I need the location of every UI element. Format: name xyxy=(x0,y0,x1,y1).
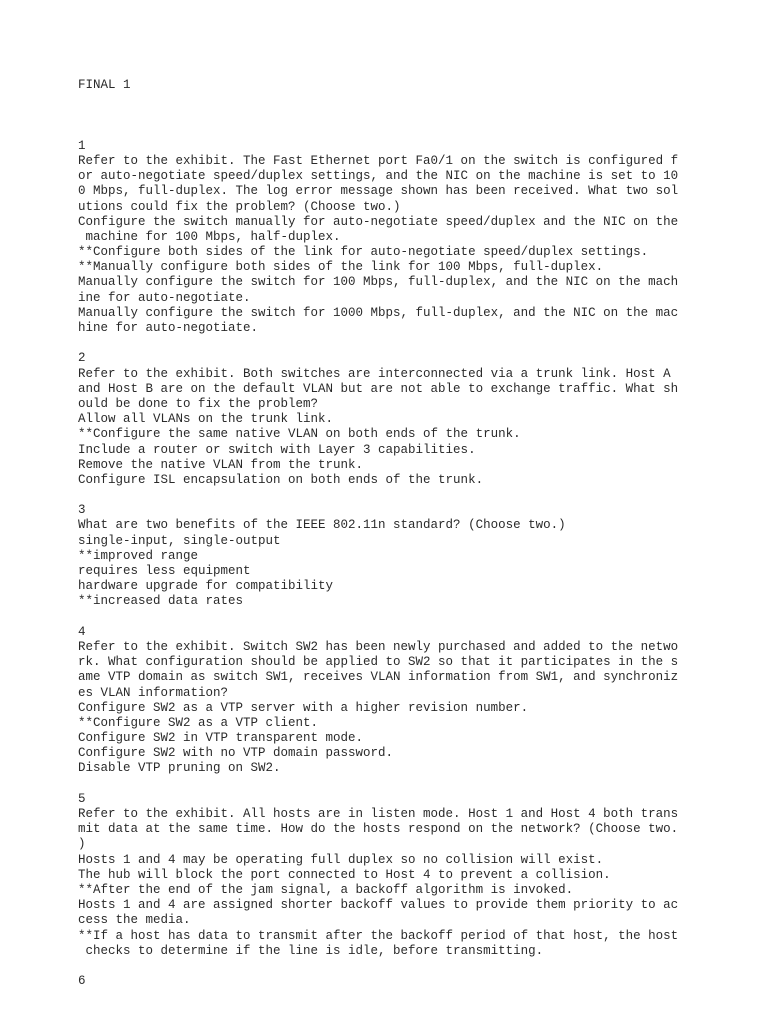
question-text-line: Configure SW2 with no VTP domain password. xyxy=(78,746,394,761)
question-list xyxy=(78,139,768,990)
question-text-line: mit data at the same time. How do the hosts respond on the network? (Choose two. xyxy=(78,822,679,837)
question-block xyxy=(78,351,768,488)
question-text-line: Hosts 1 and 4 are assigned shorter backoff values to provide them priority to ac xyxy=(78,898,679,913)
question-text-line: single-input, single-output xyxy=(78,533,281,548)
question-text-line: **Manually configure both sides of the link for 100 Mbps, full-duplex. xyxy=(78,260,604,275)
question-text-line: ould be done to fix the problem? xyxy=(78,396,319,411)
question-text-line: cess the media. xyxy=(78,913,191,928)
question-block xyxy=(78,792,768,959)
question-text-line: Configure SW2 as a VTP server with a higher revision number. xyxy=(78,700,529,715)
question-number: 3 xyxy=(78,503,86,518)
question-number: 4 xyxy=(78,624,86,639)
question-text-line: Disable VTP pruning on SW2. xyxy=(78,761,281,776)
question-block xyxy=(78,625,768,777)
question-text-line: Refer to the exhibit. Both switches are interconnected via a trunk link. Host A xyxy=(78,366,671,381)
question-text-line: ine for auto-negotiate. xyxy=(78,290,251,305)
question-text-line: ) xyxy=(78,837,86,852)
question-number: 5 xyxy=(78,791,86,806)
question-text-line: Manually configure the switch for 100 Mbps, full-duplex, and the NIC on the mach xyxy=(78,275,679,290)
question-text-line: checks to determine if the line is idle, before transmitting. xyxy=(78,943,544,958)
question-text-line: **If a host has data to transmit after the backoff period of that host, the host xyxy=(78,928,679,943)
question-text-line: es VLAN information? xyxy=(78,685,229,700)
question-text-line: hine for auto-negotiate. xyxy=(78,321,259,336)
question-text-line: Hosts 1 and 4 may be operating full duplex so no collision will exist. xyxy=(78,852,604,867)
question-text-line: utions could fix the problem? (Choose two.) xyxy=(78,199,401,214)
question-text-line: Configure SW2 in VTP transparent mode. xyxy=(78,731,364,746)
document-title: FINAL 1 xyxy=(78,78,131,92)
question-text-line: **Configure both sides of the link for auto-negotiate speed/duplex settings. xyxy=(78,245,649,260)
question-number: 6 xyxy=(78,974,86,989)
question-text-line: Refer to the exhibit. Switch SW2 has been newly purchased and added to the netwo xyxy=(78,639,679,654)
question-text-line: ame VTP domain as switch SW1, receives VLAN information from SW1, and synchroniz xyxy=(78,670,679,685)
question-number: 2 xyxy=(78,351,86,366)
question-text-line: **Configure the same native VLAN on both ends of the trunk. xyxy=(78,427,521,442)
question-text-line: Allow all VLANs on the trunk link. xyxy=(78,412,334,427)
question-text-line: **Configure SW2 as a VTP client. xyxy=(78,715,319,730)
question-text-line: Refer to the exhibit. All hosts are in listen mode. Host 1 and Host 4 both trans xyxy=(78,807,679,822)
question-text-line: requires less equipment xyxy=(78,564,251,579)
question-text-line: Configure the switch manually for auto-negotiate speed/duplex and the NIC on the xyxy=(78,214,679,229)
question-text-line: 0 Mbps, full-duplex. The log error message shown has been received. What two sol xyxy=(78,184,679,199)
question-number: 1 xyxy=(78,138,86,153)
question-block xyxy=(78,139,768,336)
question-text-line: and Host B are on the default VLAN but are not able to exchange traffic. What sh xyxy=(78,381,679,396)
question-text-line: The hub will block the port connected to Host 4 to prevent a collision. xyxy=(78,867,611,882)
question-text-line: **After the end of the jam signal, a backoff algorithm is invoked. xyxy=(78,882,574,897)
question-text-line: **increased data rates xyxy=(78,594,244,609)
question-text-line: **improved range xyxy=(78,548,199,563)
question-text-line: Configure ISL encapsulation on both ends of the trunk. xyxy=(78,472,484,487)
document-page xyxy=(78,78,768,989)
question-text-line: Refer to the exhibit. The Fast Ethernet port Fa0/1 on the switch is configured f xyxy=(78,153,679,168)
question-block xyxy=(78,503,768,609)
question-text-line: machine for 100 Mbps, half-duplex. xyxy=(78,229,341,244)
question-text-line: rk. What configuration should be applied to SW2 so that it participates in the s xyxy=(78,655,679,670)
question-text-line: What are two benefits of the IEEE 802.11n standard? (Choose two.) xyxy=(78,518,566,533)
question-text-line: or auto-negotiate speed/duplex settings, and the NIC on the machine is set to 10 xyxy=(78,169,679,184)
question-text-line: Remove the native VLAN from the trunk. xyxy=(78,457,364,472)
question-text-line: Include a router or switch with Layer 3 capabilities. xyxy=(78,442,476,457)
question-block xyxy=(78,974,768,989)
question-text-line: Manually configure the switch for 1000 Mbps, full-duplex, and the NIC on the mac xyxy=(78,305,679,320)
question-text-line: hardware upgrade for compatibility xyxy=(78,579,334,594)
